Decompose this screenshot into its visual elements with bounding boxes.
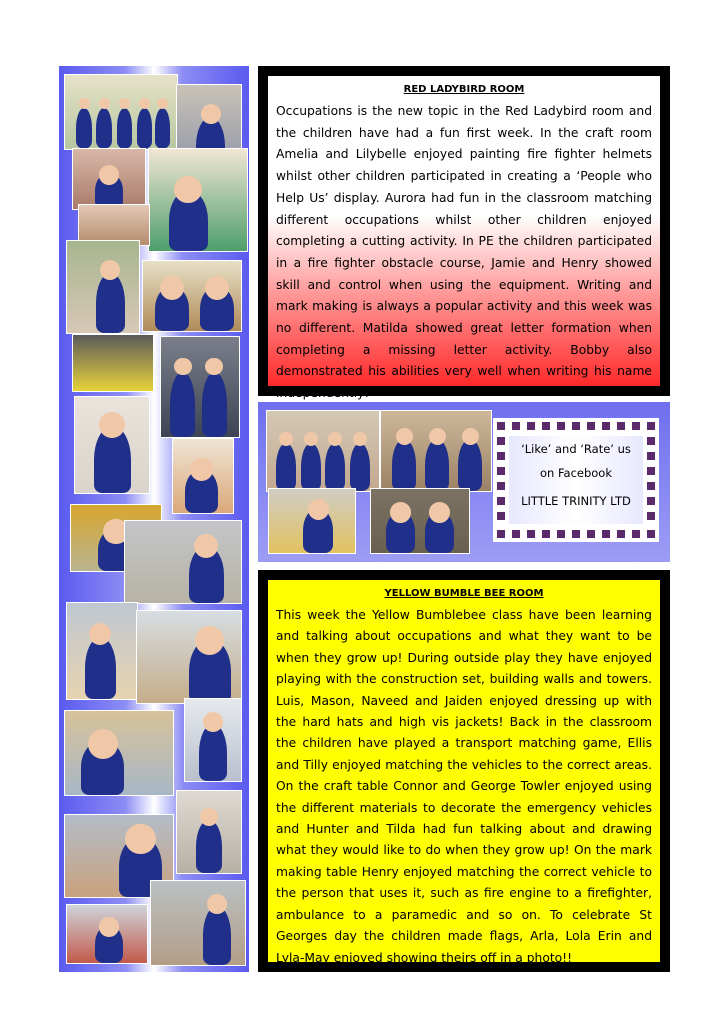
child-head [353, 432, 367, 446]
photo [184, 698, 242, 782]
child-head [429, 428, 446, 445]
child-figure [117, 108, 133, 149]
child-head [174, 358, 191, 375]
photo [72, 148, 146, 210]
frame-square [646, 529, 656, 539]
frame-square [646, 481, 656, 491]
child-figure [137, 108, 153, 149]
child-figure [203, 906, 231, 965]
child-head [119, 98, 130, 109]
photo [380, 410, 492, 492]
frame-square [526, 421, 536, 431]
child-head [200, 808, 218, 826]
child-head [99, 165, 119, 185]
frame-square [571, 529, 581, 539]
photo [160, 336, 240, 438]
photo [64, 74, 178, 150]
child-head [396, 428, 413, 445]
photo [66, 904, 148, 964]
company-name: LITTLE TRINITY LTD [521, 494, 631, 508]
facebook-line-2: on Facebook [539, 466, 612, 480]
frame-square [496, 421, 506, 431]
child-figure [155, 108, 171, 149]
child-figure [325, 443, 345, 491]
frame-square [646, 451, 656, 461]
child-head [304, 432, 318, 446]
child-figure [96, 108, 112, 149]
child-head [328, 432, 342, 446]
photo [172, 438, 234, 514]
frame-square [646, 511, 656, 521]
child-figure [350, 443, 370, 491]
photo [64, 710, 174, 796]
photo [268, 488, 356, 554]
child-figure [76, 108, 92, 149]
red-ladybird-content [268, 76, 660, 401]
photo [176, 790, 242, 874]
child-head [203, 712, 223, 732]
facebook-callout-inner [509, 436, 643, 524]
red-ladybird-text: Occupations is the new topic in the Red Ladybird room and the children have had a fun first week. In the craft room Amelia and Lilybelle enjoyed painting fire fighter helmets whilst other children participated in creating a ‘People who Help Us’ display. Aurora had fun in the classroom matching different occupations whilst other children enjoyed completing a cutting activity. In PE the children participated in a fire fighter obstacle course, Jamie and Henry showed skill and control when using the equipment. Writing and mark making is always a popular activity and this week was no different. Matilda showed great letter formation when completing a missing letter activity. Bobby also demonstrated his abilities very well when writing his name independently! [276, 104, 652, 401]
child-figure [202, 372, 227, 437]
child-head [201, 104, 221, 124]
yellow-bumblebee-text: This week the Yellow Bumblebee class have been learning and talking about occupations and what they want to be when they grow up! During outside play they have enjoyed playing with the construction set, building walls and towers. Luis, Mason, Naveed and Jaiden enjoyed dressing up with the hard hats and high vis jackets! Back in the classroom the children have played a transport matching game, Ellis and Tilly enjoyed matching the vehicles to the correct areas. On the craft table Connor and George Towler enjoyed using the different materials to decorate the emergency vehicles and Hunter and Tilda had fun talking about and drawing what they would like to do when they grow up! On the mark making table Henry enjoyed matching the correct vehicle to the person that uses it, such as fire engine to a firefighter, ambulance to a paramedic and so on. To celebrate St Georges day the children made flags, Arla, Lola Erin and Lyla-May enjoyed showing theirs off in a photo!! [276, 608, 652, 965]
frame-square [496, 466, 506, 476]
frame-square [496, 529, 506, 539]
red-ladybird-panel [258, 66, 670, 401]
frame-square [631, 421, 641, 431]
child-figure [199, 724, 227, 781]
child-head [88, 729, 118, 759]
child-head [429, 502, 450, 523]
child-figure [392, 439, 416, 491]
photo [142, 260, 242, 332]
photo [266, 410, 380, 492]
child-head [79, 98, 90, 109]
child-head [462, 428, 479, 445]
yellow-bumblebee-content [268, 580, 660, 965]
child-head [174, 176, 201, 203]
photo [74, 396, 150, 494]
photo [150, 880, 246, 966]
frame-square [496, 451, 506, 461]
photo [72, 334, 154, 392]
photo [66, 240, 140, 334]
frame-square [586, 529, 596, 539]
child-head [99, 917, 119, 937]
child-head [157, 98, 168, 109]
red-ladybird-title: RED LADYBIRD ROOM [403, 84, 525, 95]
frame-square [496, 496, 506, 506]
frame-square [586, 421, 596, 431]
child-figure [276, 443, 296, 491]
child-head [205, 358, 222, 375]
frame-square [616, 529, 626, 539]
frame-square [646, 496, 656, 506]
child-head [205, 276, 229, 300]
child-figure [425, 439, 449, 491]
frame-square [511, 529, 521, 539]
frame-square [601, 529, 611, 539]
frame-square [496, 436, 506, 446]
photo [136, 610, 242, 704]
facebook-callout [493, 418, 659, 542]
child-head [99, 412, 125, 438]
child-head [279, 432, 293, 446]
frame-square [646, 436, 656, 446]
photo [66, 602, 138, 700]
frame-square [541, 529, 551, 539]
child-figure [458, 439, 482, 491]
frame-square [556, 421, 566, 431]
child-figure [196, 820, 222, 873]
frame-square [556, 529, 566, 539]
frame-square [646, 421, 656, 431]
frame-square [511, 421, 521, 431]
yellow-bumblebee-title: YELLOW BUMBLE BEE ROOM [384, 588, 544, 599]
frame-square [496, 481, 506, 491]
frame-square [541, 421, 551, 431]
child-head [195, 626, 224, 655]
child-head [390, 502, 411, 523]
frame-square [571, 421, 581, 431]
child-head [125, 824, 155, 854]
frame-square [646, 466, 656, 476]
photo [124, 520, 242, 604]
frame-square [496, 511, 506, 521]
child-figure [301, 443, 321, 491]
frame-square [526, 529, 536, 539]
child-head [99, 98, 110, 109]
facebook-line-1: ‘Like’ and ‘Rate’ us [521, 442, 631, 456]
child-figure [170, 372, 195, 437]
child-figure [85, 637, 117, 699]
child-head [139, 98, 150, 109]
child-head [207, 894, 227, 914]
photo [370, 488, 470, 554]
frame-square [631, 529, 641, 539]
child-head [160, 276, 184, 300]
frame-square [616, 421, 626, 431]
photo [148, 148, 248, 252]
yellow-bumblebee-panel [258, 570, 670, 972]
child-figure [96, 273, 125, 333]
frame-square [601, 421, 611, 431]
